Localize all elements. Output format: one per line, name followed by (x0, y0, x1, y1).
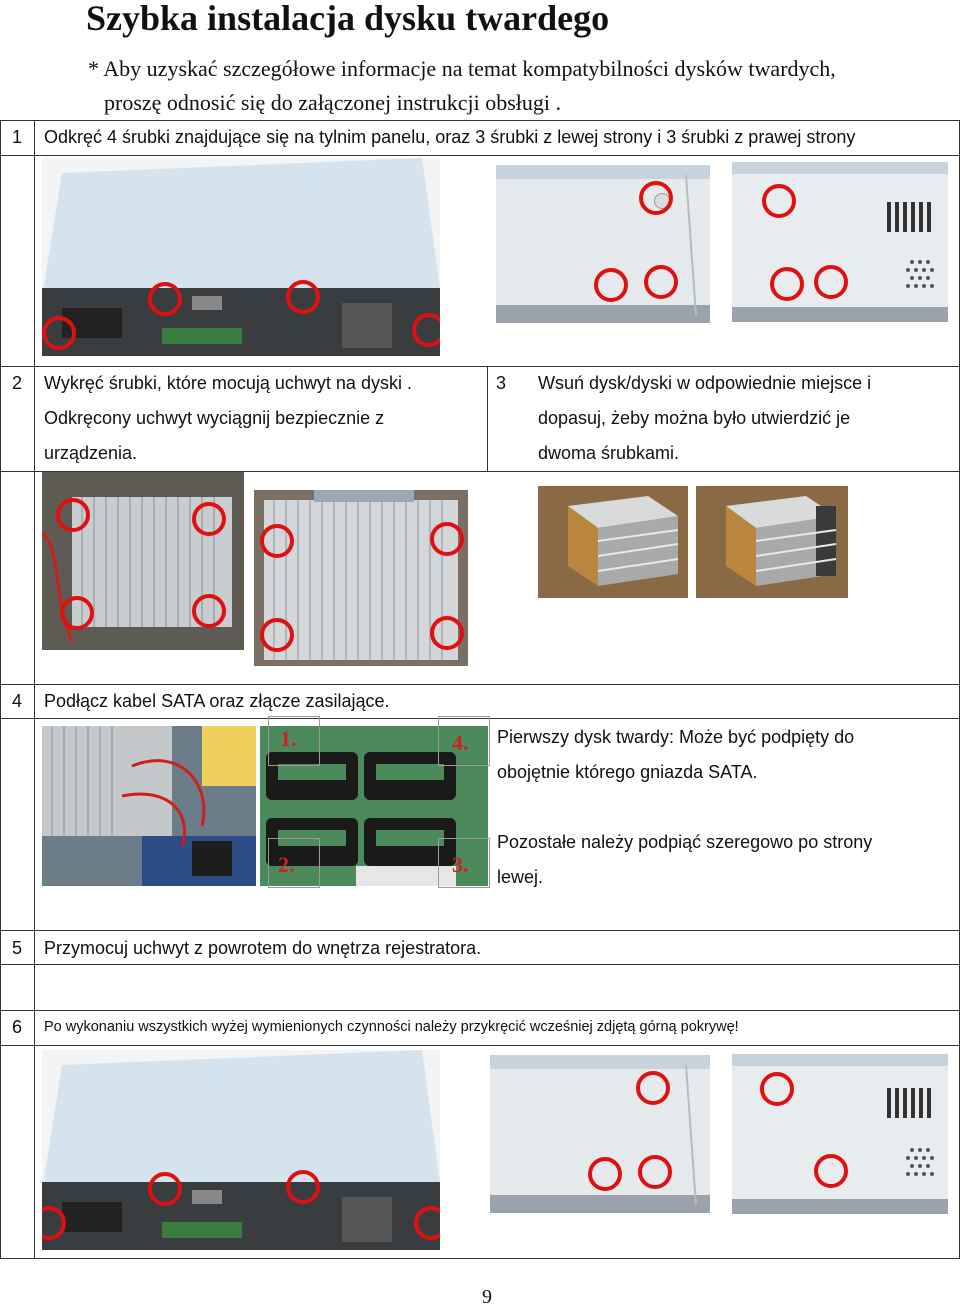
note-line-1: * Aby uzyskać szczegółowe informacje na temat kompatybilności dysków twardych, (88, 56, 836, 81)
step-3-line-1: Wsuń dysk/dyski w odpowiednie miejsce i (538, 373, 872, 393)
step-3-number: 3 (496, 373, 507, 393)
screw-marker (430, 522, 464, 556)
screw-marker (192, 502, 226, 536)
note-line-2: proszę odnosić się do załączonej instrukcji obsługi . (104, 90, 561, 115)
sata-first-disk-line-1: Pierwszy dysk twardy: Może być podpięty do (497, 727, 855, 747)
sata-port-label-3: 3. (452, 852, 469, 877)
screw-marker (770, 267, 804, 301)
sata-port-label-4: 4. (452, 730, 469, 755)
step-2-line-1: Wykręć śrubki, które mocują uchwyt na dyski . (44, 373, 412, 393)
screw-marker (588, 1157, 622, 1191)
sata-rest-line-2: lewej. (497, 867, 544, 887)
screw-marker (814, 1154, 848, 1188)
screw-marker (638, 1155, 672, 1189)
step-5-number: 5 (12, 938, 23, 958)
screw-marker (639, 181, 673, 215)
dvr-left-side-photo-final (490, 1055, 710, 1213)
screw-marker (814, 265, 848, 299)
dvr-right-side-photo (732, 162, 948, 322)
screw-marker (762, 184, 796, 218)
sata-port-label-2: 2. (278, 852, 295, 877)
screw-marker (56, 498, 90, 532)
dvr-right-side-photo-final (732, 1054, 948, 1214)
screw-marker (286, 1170, 320, 1204)
step-5-text: Przymocuj uchwyt z powrotem do wnętrza rejestratora. (44, 938, 482, 958)
screw-marker (60, 596, 94, 630)
screw-marker (414, 1206, 440, 1240)
step-2-line-2: Odkręcony uchwyt wyciągnij bezpiecznie z (44, 408, 385, 428)
sata-port-label-1: 1. (280, 726, 297, 751)
screw-marker (192, 594, 226, 628)
step-4-text: Podłącz kabel SATA oraz złącze zasilające. (44, 691, 390, 711)
step-6-number: 6 (12, 1017, 23, 1037)
screw-marker (42, 316, 76, 350)
sata-rest-line-1: Pozostałe należy podpiąć szeregowo po strony (497, 832, 873, 852)
screw-marker (430, 616, 464, 650)
page-title: Szybka instalacja dysku twardego (86, 0, 610, 38)
screw-marker (594, 268, 628, 302)
screw-marker (260, 524, 294, 558)
screw-marker (644, 265, 678, 299)
dvr-back-photo-final (42, 1050, 440, 1250)
sata-cable-photo (42, 726, 256, 886)
screw-marker (286, 280, 320, 314)
step-3-line-2: dopasuj, żeby można było utwierdzić je (538, 408, 851, 428)
step-2-line-3: urządzenia. (44, 443, 138, 463)
step-6-text: Po wykonaniu wszystkich wyżej wymienionych czynności należy przykręcić wcześniej zdjętą górną pokrywę! (44, 1019, 739, 1035)
bracket-inside-photo (42, 472, 244, 650)
step-4-number: 4 (12, 691, 23, 711)
page-number: 9 (482, 1286, 492, 1308)
step-3-line-3: dwoma śrubkami. (538, 443, 680, 463)
disk-bracket-photo-1 (538, 486, 688, 598)
screw-marker (412, 313, 440, 347)
dvr-left-side-photo (496, 165, 710, 323)
step-1-number: 1 (12, 127, 23, 147)
screw-marker (760, 1072, 794, 1106)
dvr-back-photo (42, 158, 440, 356)
sata-first-disk-line-2: obojętnie którego gniazda SATA. (497, 762, 758, 782)
screw-marker (148, 1172, 182, 1206)
step-1-text: Odkręć 4 śrubki znajdujące się na tylnim panelu, oraz 3 śrubki z lewej strony i 3 śrubki z prawej strony (44, 127, 856, 147)
screw-marker (148, 282, 182, 316)
disk-bracket-photo-2 (696, 486, 848, 598)
screw-marker (260, 618, 294, 652)
screw-marker (636, 1071, 670, 1105)
bracket-removed-photo (254, 490, 468, 666)
step-2-number: 2 (12, 373, 23, 393)
